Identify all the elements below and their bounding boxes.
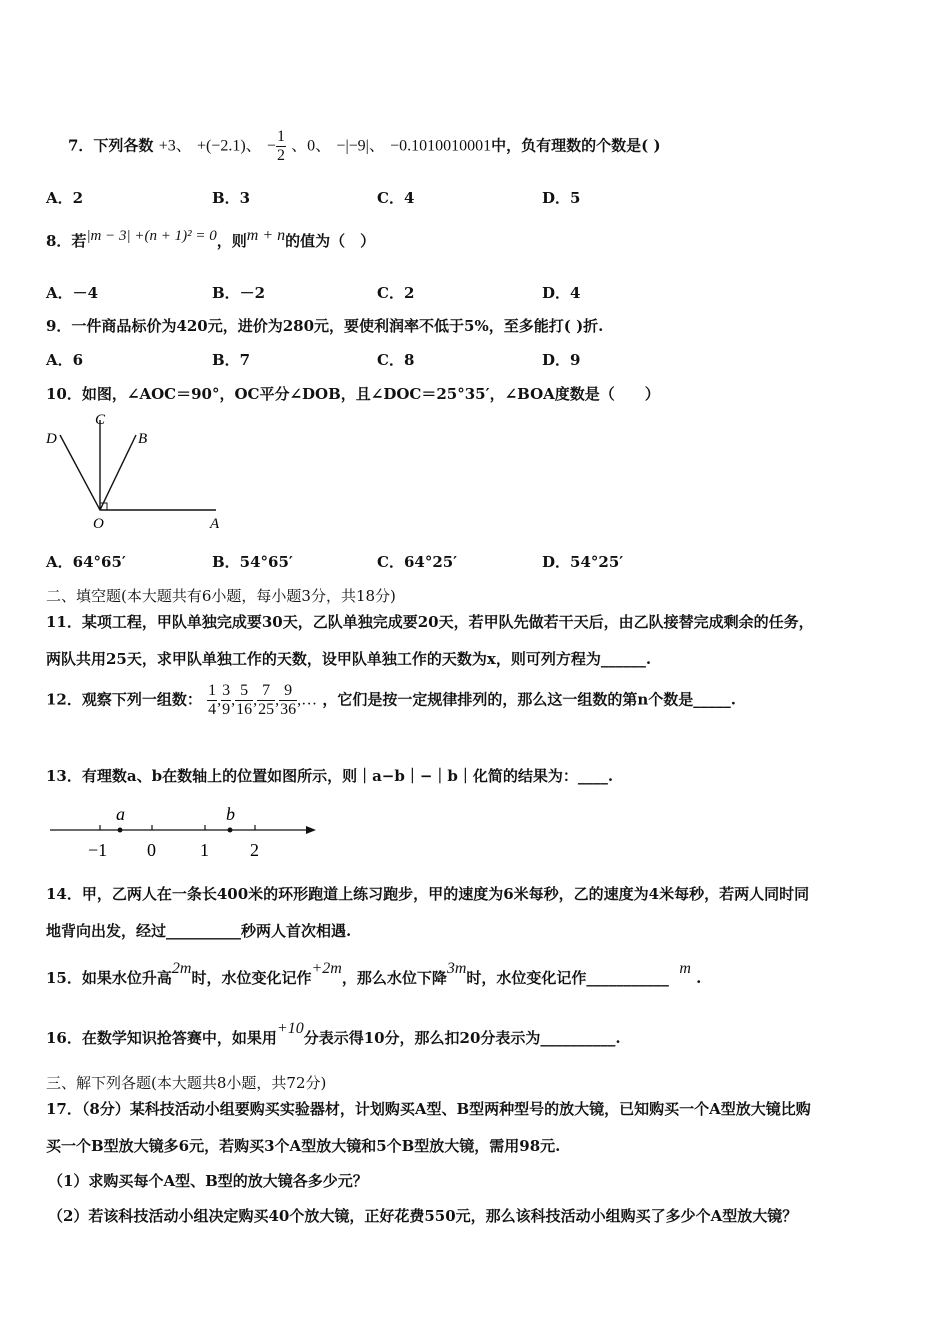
label-o: O: [93, 516, 104, 532]
q10-option-b: B．54°65′: [212, 553, 293, 571]
q12-stem: 12．观察下列一组数： $\frac{1}{4}$ , $\frac{3}{9}$ , $\frac{5}{16}$ , $\frac{7}{25}$ , $\frac{9}{36}$ ,… ，它们是按一定规律排列的，那么这一组数的第n个数是_____.: [46, 682, 736, 718]
q12-fraction-2: $\frac{3}{9}$: [222, 682, 231, 718]
q7-option-c: C．4: [377, 189, 415, 207]
q8-option-a: A．－4: [46, 284, 99, 302]
q10-stem: 10．如图，∠AOC＝90°，OC平分∠DOB，且∠DOC＝25°35′，∠BOA度数是（ ）: [46, 385, 660, 403]
tick-label-2: 2: [250, 840, 259, 860]
ray-od: [60, 435, 100, 510]
q8-option-d: D．4: [542, 284, 581, 302]
label-b: b: [226, 804, 235, 824]
q12-fraction-1: $\frac{1}{4}$: [208, 682, 217, 718]
q8-option-b: B．－2: [212, 284, 266, 302]
q15-stem: 15．如果水位升高2m时，水位变化记作+2m，那么水位下降3m时，水位变化记作___________ m .: [46, 960, 702, 987]
q9-option-b: B．7: [212, 351, 251, 369]
q7-option-d: D．5: [542, 189, 581, 207]
label-c: C: [95, 412, 106, 428]
q7-stem: 7．下列各数 +3、 +(−2.1)、 − $\frac{1}{2}$ 、0、 −|−9|、 −0.1010010001中，负有理数的个数是( ): [68, 128, 661, 164]
tick-label-1: 1: [200, 840, 209, 860]
q9-option-a: A．6: [46, 351, 84, 369]
tick-label-0: 0: [147, 840, 156, 860]
q13-stem: 13．有理数a、b在数轴上的位置如图所示，则｜a−b｜−｜b｜化简的结果为：____.: [46, 767, 614, 785]
q17-line-2: 买一个B型放大镜多6元，若购买3个A型放大镜和5个B型放大镜，需用98元.: [46, 1137, 561, 1155]
q9-option-d: D．9: [542, 351, 581, 369]
q8-option-c: C．2: [377, 284, 415, 302]
q17-line-1: 17．（8分）某科技活动小组要购买实验器材，计划购买A型、B型两种型号的放大镜，已知购买一个A型放大镜比购: [46, 1100, 811, 1118]
q8-stem: 8．若|m − 3| +(n + 1)² = 0，则m + n的值为（ ）: [46, 227, 376, 250]
q9-option-c: C．8: [377, 351, 415, 369]
q13-number-line: [40, 795, 330, 865]
q14-line-2: 地背向出发，经过__________秒两人首次相遇.: [46, 922, 352, 940]
label-b: B: [138, 431, 148, 447]
q9-stem: 9．一件商品标价为420元，进价为280元，要使利润率不低于5%，至多能打( )折.: [46, 317, 604, 335]
q11-line-1: 11．某项工程，甲队单独完成要30天，乙队单独完成要20天，若甲队先做若干天后，由乙队接替完成剩余的任务，: [46, 613, 814, 631]
q12-fraction-5: $\frac{9}{36}$: [280, 682, 297, 718]
label-d: D: [46, 431, 57, 447]
q11-line-2: 两队共用25天，求甲队单独工作的天数，设甲队单独工作的天数为x，则可列方程为______.: [46, 650, 652, 668]
q7-fraction: $\frac{1}{2}$: [276, 128, 285, 164]
point-a: [118, 828, 123, 833]
q16-stem: 16．在数学知识抢答赛中，如果用+10分表示得10分，那么扣20分表示为__________.: [46, 1020, 621, 1047]
q10-angle-figure: [40, 405, 240, 535]
section-2-heading: 二、填空题(本大题共有6小题，每小题3分，共18分): [46, 587, 396, 605]
q17-sub-2: （2）若该科技活动小组决定购买40个放大镜，正好花费550元，那么该科技活动小组购买了多少个A型放大镜？: [48, 1207, 798, 1225]
number-line-arrow: [306, 826, 316, 834]
q17-sub-1: （1）求购买每个A型、B型的放大镜各多少元？: [48, 1172, 368, 1190]
q10-option-a: A．64°65′: [46, 553, 126, 571]
q12-fraction-4: $\frac{7}{25}$: [258, 682, 275, 718]
tick-label-neg1: −1: [88, 840, 108, 860]
point-b: [228, 828, 233, 833]
label-a: a: [116, 804, 125, 824]
q14-line-1: 14．甲，乙两人在一条长400米的环形跑道上练习跑步，甲的速度为6米每秒，乙的速度为4米每秒，若两人同时同: [46, 885, 810, 903]
q7-option-b: B．3: [212, 189, 251, 207]
ray-ob: [100, 435, 136, 510]
label-a: A: [210, 516, 220, 532]
q12-fraction-3: $\frac{5}{16}$: [236, 682, 253, 718]
q7-option-a: A．2: [46, 189, 84, 207]
q10-option-d: D．54°25′: [542, 553, 624, 571]
q10-option-c: C．64°25′: [377, 553, 458, 571]
section-3-heading: 三、解下列各题(本大题共8小题，共72分): [46, 1074, 327, 1092]
